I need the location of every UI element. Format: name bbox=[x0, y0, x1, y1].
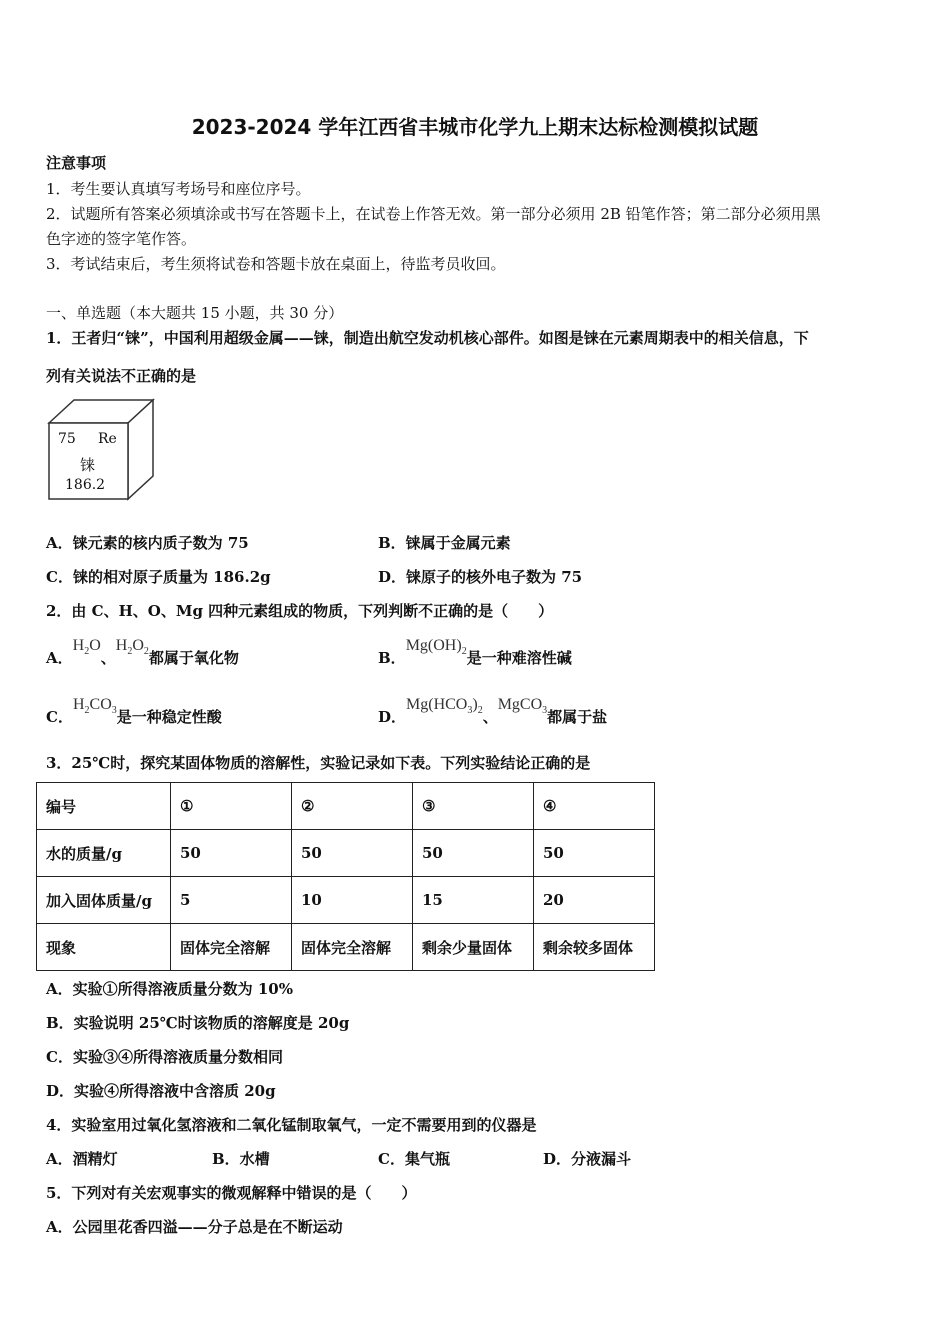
q4-option-b: B．水槽 bbox=[212, 1150, 270, 1168]
q4-option-d: D．分液漏斗 bbox=[543, 1150, 632, 1168]
table-cell: 50 bbox=[292, 830, 413, 877]
q2-stem: 2．由 C、H、O、Mg 四种元素组成的物质，下列判断不正确的是（ ） bbox=[46, 602, 554, 620]
notice-item: 色字迹的签字笔作答。 bbox=[46, 230, 197, 248]
q2-option-a: A．$H_2O$、$H_2O_2$都属于氧化物 bbox=[46, 637, 239, 667]
q1-option-b: B．铼属于金属元素 bbox=[378, 534, 511, 552]
table-cell: 固体完全溶解 bbox=[292, 924, 413, 971]
q5-option-a: A．公园里花香四溢——分子总是在不断运动 bbox=[46, 1218, 343, 1236]
table-cell: 现象 bbox=[37, 924, 171, 971]
q1-option-d: D．铼原子的核外电子数为 75 bbox=[378, 568, 583, 586]
table-cell: 20 bbox=[534, 877, 655, 924]
element-name: 铼 bbox=[80, 456, 96, 474]
q3-option-b: B．实验说明 25℃时该物质的溶解度是 20g bbox=[46, 1014, 350, 1032]
table-cell: 剩余少量固体 bbox=[413, 924, 534, 971]
table-cell: 编号 bbox=[37, 783, 171, 830]
table-cell: 50 bbox=[534, 830, 655, 877]
q1-option-c: C．铼的相对原子质量为 186.2g bbox=[46, 568, 271, 586]
q4-option-a: A．酒精灯 bbox=[46, 1150, 118, 1168]
page-title: 2023-2024 学年江西省丰城市化学九上期末达标检测模拟试题 bbox=[191, 115, 759, 139]
table-cell: ③ bbox=[413, 783, 534, 830]
q3-option-c: C．实验③④所得溶液质量分数相同 bbox=[46, 1048, 283, 1066]
q3-option-d: D．实验④所得溶液中含溶质 20g bbox=[46, 1082, 276, 1100]
table-cell: ④ bbox=[534, 783, 655, 830]
q2-option-c: C．$H_2CO_3$是一种稳定性酸 bbox=[46, 696, 222, 726]
section-heading: 一、单选题（本大题共 15 小题，共 30 分） bbox=[46, 304, 344, 322]
q3-stem: 3．25℃时，探究某固体物质的溶解性，实验记录如下表。下列实验结论正确的是 bbox=[46, 754, 591, 772]
table-row bbox=[37, 830, 655, 877]
q1-stem-cont: 列有关说法不正确的是 bbox=[46, 367, 197, 385]
q3-table bbox=[36, 782, 655, 971]
table-cell: 固体完全溶解 bbox=[171, 924, 292, 971]
element-symbol: Re bbox=[98, 431, 117, 447]
table-row bbox=[37, 877, 655, 924]
table-cell: 10 bbox=[292, 877, 413, 924]
q1-option-a: A．铼元素的核内质子数为 75 bbox=[46, 534, 249, 552]
table-cell: 水的质量/g bbox=[37, 830, 171, 877]
table-cell: ① bbox=[171, 783, 292, 830]
table-cell: 50 bbox=[171, 830, 292, 877]
table-row bbox=[37, 924, 655, 971]
q4-option-c: C．集气瓶 bbox=[378, 1150, 450, 1168]
notice-heading: 注意事项 bbox=[46, 154, 107, 172]
element-card-rhenium bbox=[44, 398, 156, 502]
q3-option-a: A．实验①所得溶液质量分数为 10% bbox=[46, 980, 293, 998]
notice-item: 3．考试结束后，考生须将试卷和答题卡放在桌面上，待监考员收回。 bbox=[46, 255, 506, 273]
q5-stem: 5．下列对有关宏观事实的微观解释中错误的是（ ） bbox=[46, 1184, 417, 1202]
table-cell: 加入固体质量/g bbox=[37, 877, 171, 924]
q1-stem: 1．王者归“铼”，中国利用超级金属——铼，制造出航空发动机核心部件。如图是铼在元素周期表中的相关信息，下 bbox=[46, 329, 809, 347]
notice-item: 1．考生要认真填写考场号和座位序号。 bbox=[46, 180, 311, 198]
notice-item: 2．试题所有答案必须填涂或书写在答题卡上，在试卷上作答无效。第一部分必须用 2B 铅笔作答；第二部分必须用黑 bbox=[46, 205, 821, 223]
q2-option-b: B．$Mg(OH)_2$是一种难溶性碱 bbox=[378, 637, 572, 667]
q4-stem: 4．实验室用过氧化氢溶液和二氧化锰制取氧气，一定不需要用到的仪器是 bbox=[46, 1116, 537, 1134]
table-row bbox=[37, 783, 655, 830]
element-number: 75 bbox=[58, 431, 76, 447]
element-mass: 186.2 bbox=[65, 477, 106, 493]
table-cell: 15 bbox=[413, 877, 534, 924]
table-cell: 剩余较多固体 bbox=[534, 924, 655, 971]
table-cell: ② bbox=[292, 783, 413, 830]
table-cell: 5 bbox=[171, 877, 292, 924]
q2-option-d: D．$Mg(HCO_3)_2$、MgCO$_3$都属于盐 bbox=[378, 696, 608, 726]
table-cell: 50 bbox=[413, 830, 534, 877]
